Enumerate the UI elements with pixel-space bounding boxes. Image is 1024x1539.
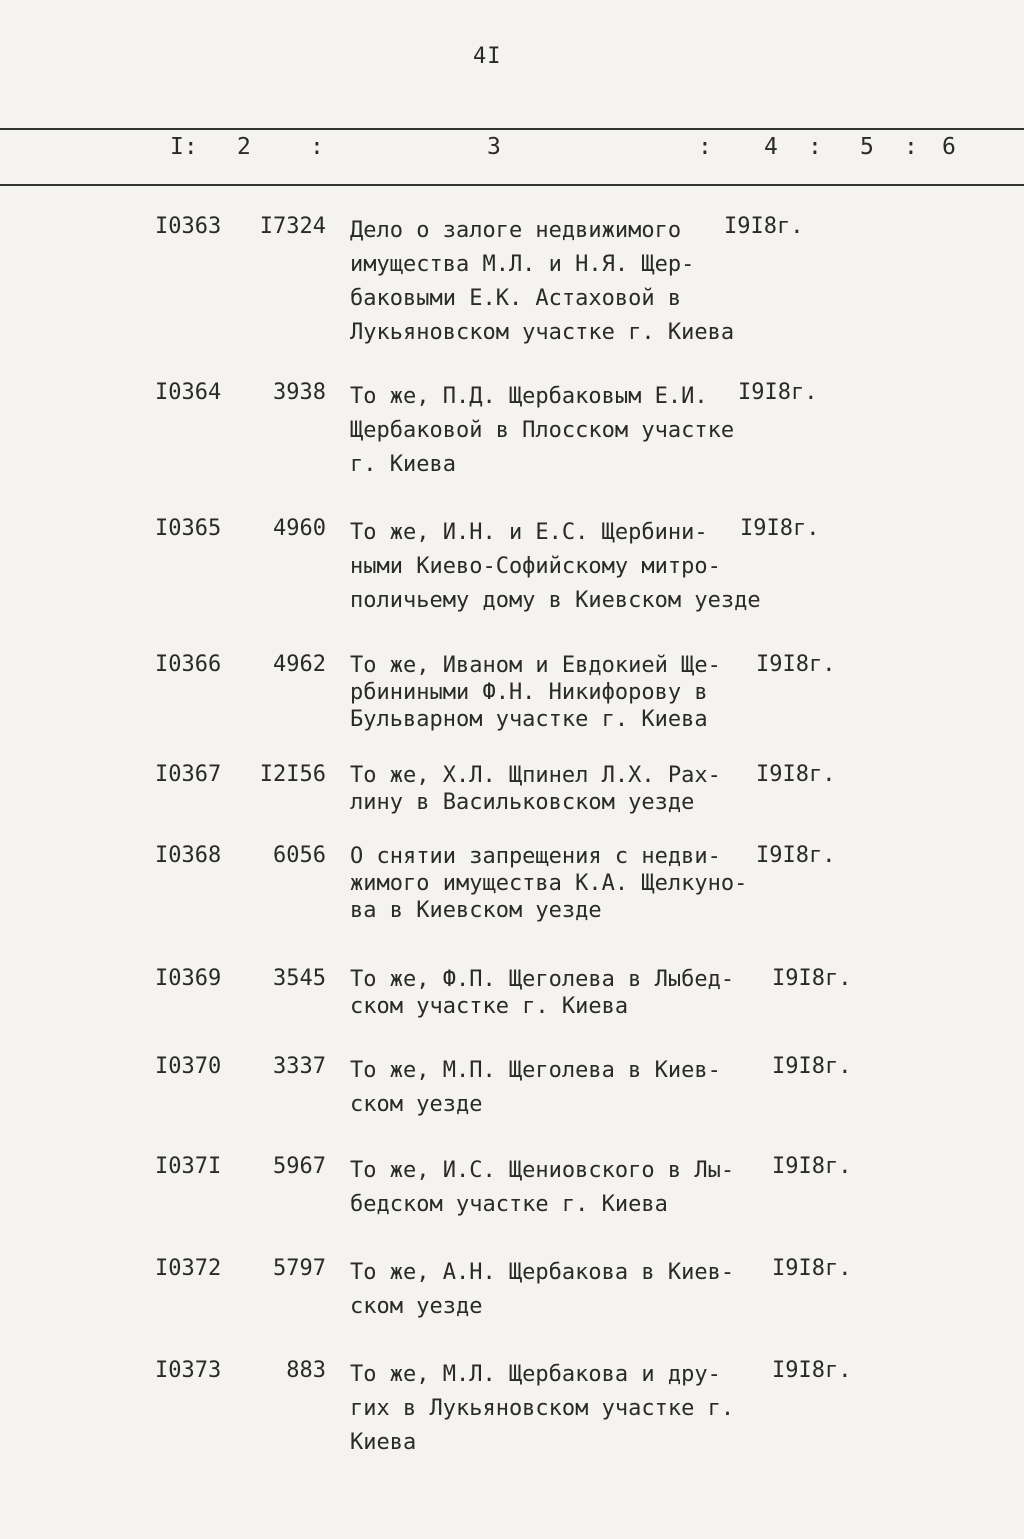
description-line: Киева (350, 1430, 417, 1455)
description-line: О снятии запрещения с недви- (350, 844, 721, 869)
old-number: 5967 (273, 1154, 326, 1179)
year: I9I8г. (772, 966, 852, 991)
inventory-number: I0369 (155, 966, 222, 991)
old-number: 3938 (273, 380, 326, 405)
description (350, 1358, 750, 1460)
old-number: 4962 (273, 652, 326, 677)
year: I9I8г. (772, 1358, 852, 1383)
header-rule-top (0, 128, 1024, 130)
description-line: баковыми Е.К. Астаховой в (350, 286, 682, 311)
description-line: ском уезде (350, 1294, 483, 1319)
description-line: Бульварном участке г. Киева (350, 707, 708, 732)
header-rule-bottom (0, 184, 1024, 186)
col-separator: : (698, 134, 712, 160)
description-line: бедском участке г. Киева (350, 1192, 668, 1217)
description (350, 1256, 750, 1324)
old-number: I7324 (259, 214, 326, 239)
description-line: То же, И.Н. и Е.С. Щербини- (350, 520, 708, 545)
old-number: 5797 (273, 1256, 326, 1281)
inventory-number: I0373 (155, 1358, 222, 1383)
description-line: гих в Лукьяновском участке г. (350, 1396, 735, 1421)
year: I9I8г. (772, 1154, 852, 1179)
description-line: То же, А.Н. Щербакова в Киев- (350, 1260, 735, 1285)
inventory-number: I0370 (155, 1054, 222, 1079)
inventory-number: I0365 (155, 516, 222, 541)
col-separator: : (904, 134, 918, 160)
description-line: лину в Васильковском уезде (350, 790, 695, 815)
page-number: 4I (473, 44, 502, 69)
year: I9I8г. (724, 214, 804, 239)
description (350, 652, 750, 733)
description (350, 214, 750, 350)
description-line: ва в Киевском уезде (350, 898, 602, 923)
description-line: жимого имущества К.А. Щелкуно- (350, 871, 748, 896)
description (350, 762, 750, 816)
inventory-number: I0366 (155, 652, 222, 677)
description-line: То же, М.Л. Щербакова и дру- (350, 1362, 721, 1387)
col-2-header: 2 (237, 134, 251, 160)
description-line: рбиниными Ф.Н. Никифорову в (350, 680, 708, 705)
description (350, 380, 750, 482)
inventory-number: I0367 (155, 762, 222, 787)
description-line: ными Киево-Софийскому митро- (350, 554, 721, 579)
year: I9I8г. (772, 1054, 852, 1079)
description (350, 966, 750, 1020)
col-separator: : (808, 134, 822, 160)
inventory-number: I0372 (155, 1256, 222, 1281)
year: I9I8г. (756, 843, 836, 868)
description-line: То же, Ф.П. Щеголева в Лыбед- (350, 967, 735, 992)
description (350, 516, 761, 618)
description (350, 1154, 750, 1222)
description-line: То же, Иваном и Евдокией Ще- (350, 653, 721, 678)
old-number: 883 (286, 1358, 326, 1383)
description-line: Дело о залоге недвижимого (350, 218, 682, 243)
old-number: 4960 (273, 516, 326, 541)
description-line: То же, Х.Л. Щпинел Л.Х. Рах- (350, 763, 721, 788)
col-6-header: 6 (942, 134, 956, 160)
year: I9I8г. (738, 380, 818, 405)
col-separator: : (310, 134, 324, 160)
col-5-header: 5 (860, 134, 874, 160)
description-line: То же, П.Д. Щербаковым Е.И. (350, 384, 708, 409)
description-line: ском уезде (350, 1092, 483, 1117)
year: I9I8г. (756, 762, 836, 787)
description-line: То же, И.С. Щениовского в Лы- (350, 1158, 735, 1183)
description-line: То же, М.П. Щеголева в Киев- (350, 1058, 721, 1083)
description-line: Щербаковой в Плосском участке (350, 418, 735, 443)
description-line: поличьему дому в Киевском уезде (350, 588, 761, 613)
old-number: I2I56 (259, 762, 326, 787)
year: I9I8г. (756, 652, 836, 677)
inventory-number: I0368 (155, 843, 222, 868)
col-1-header: I: (170, 134, 198, 160)
description-line: г. Киева (350, 452, 456, 477)
old-number: 3545 (273, 966, 326, 991)
inventory-number: I0364 (155, 380, 222, 405)
description (350, 1054, 750, 1122)
description-line: имущества М.Л. и Н.Я. Щер- (350, 252, 695, 277)
year: I9I8г. (772, 1256, 852, 1281)
year: I9I8г. (740, 516, 820, 541)
col-4-header: 4 (764, 134, 778, 160)
inventory-number: I0363 (155, 214, 222, 239)
inventory-number: I037I (155, 1154, 222, 1179)
description-line: Лукьяновском участке г. Киева (350, 320, 735, 345)
description (350, 843, 750, 924)
old-number: 3337 (273, 1054, 326, 1079)
description-line: ском участке г. Киева (350, 994, 629, 1019)
old-number: 6056 (273, 843, 326, 868)
col-3-header: 3 (487, 134, 501, 160)
